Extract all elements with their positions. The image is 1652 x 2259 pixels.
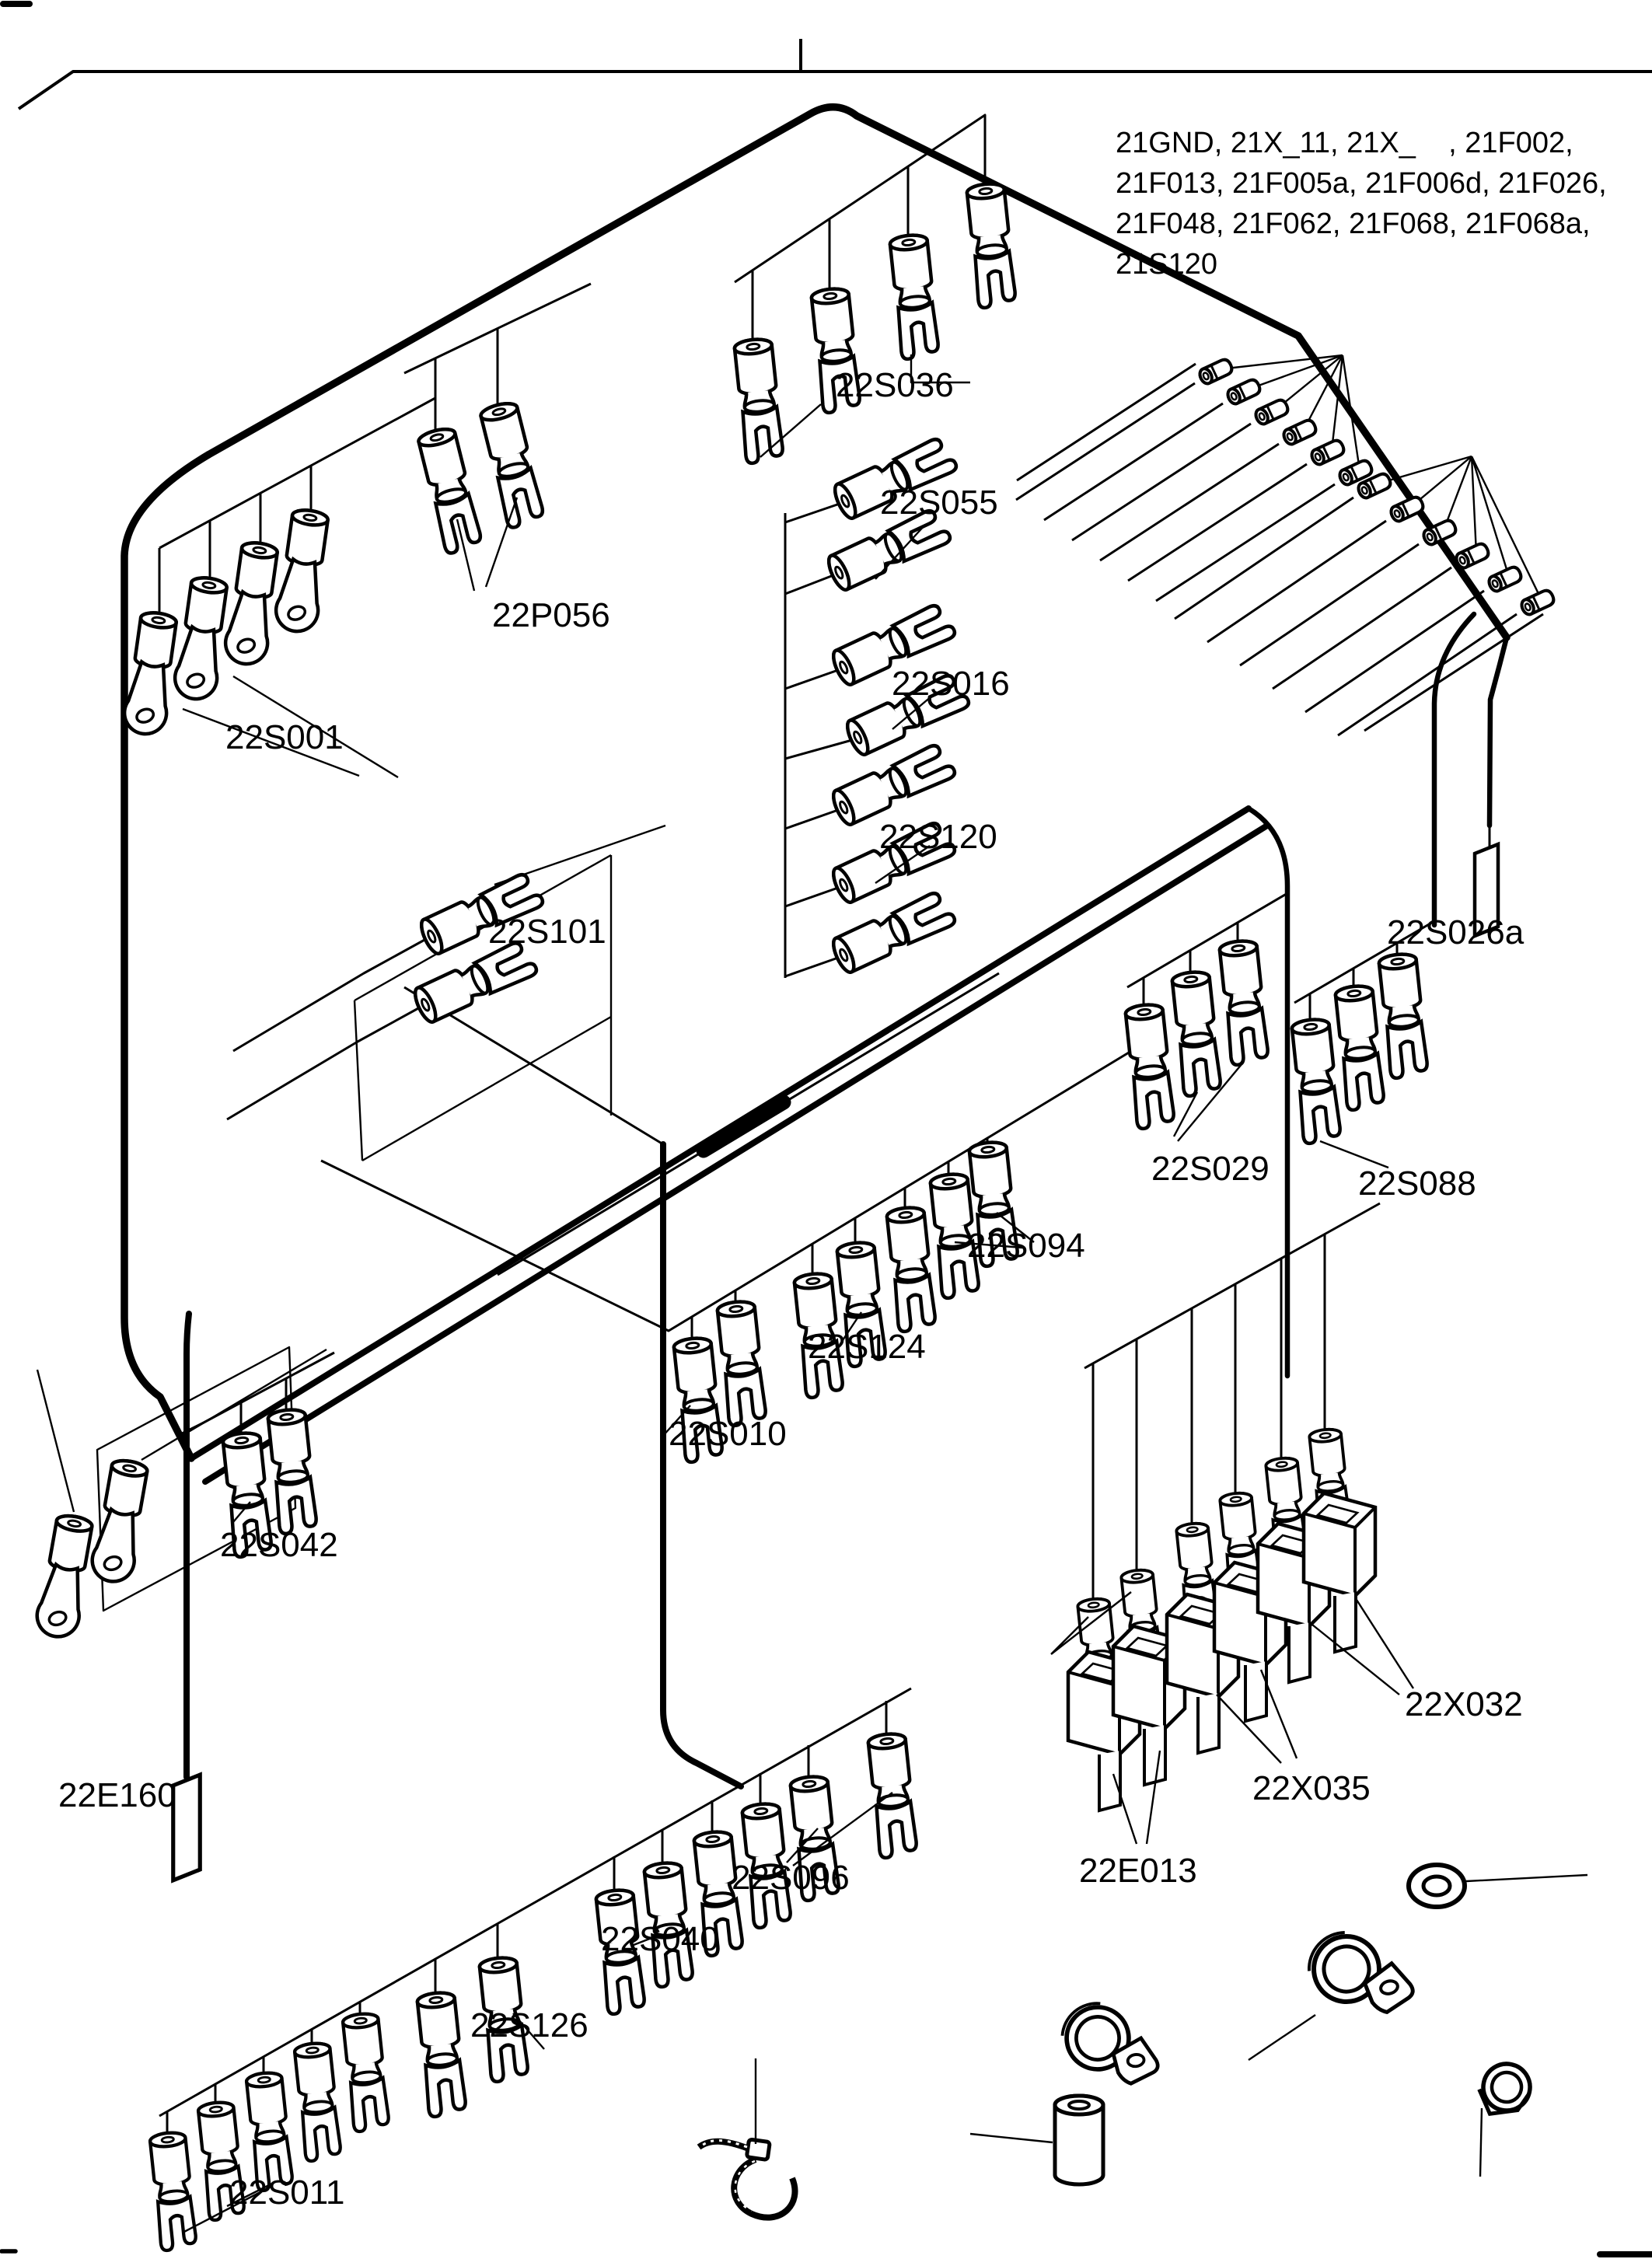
terminal-pin-icon	[1254, 398, 1291, 426]
part-label-22S001: 22S001	[225, 718, 344, 756]
p-clamp-icon	[1301, 1919, 1416, 2029]
terminal-pin-icon	[1226, 378, 1263, 406]
spade-terminal-icon	[829, 742, 956, 827]
pin-fan-right	[1175, 456, 1556, 735]
connector-housing-icon	[1304, 1493, 1375, 1652]
spade-terminal-icon	[734, 337, 784, 463]
part-label-22S036: 22S036	[836, 366, 954, 404]
wire-22S026a	[1490, 637, 1507, 826]
spade-terminal-icon	[886, 1206, 936, 1332]
part-label-22S026a: 22S026a	[1387, 913, 1525, 951]
spade-terminal-icon	[294, 2042, 341, 2162]
wire-22E160	[187, 1314, 189, 1777]
spade-terminal-icon	[868, 1732, 917, 1858]
part-label-22S124: 22S124	[808, 1328, 926, 1366]
part-label-22S011: 22S011	[229, 2173, 345, 2212]
part-label-22X032: 22X032	[1405, 1685, 1523, 1723]
trunk-vertical-center	[663, 1144, 741, 1786]
part-label-22P056: 22P056	[492, 596, 610, 634]
hardware	[699, 1865, 1587, 2218]
terminal-pin-icon	[1389, 495, 1426, 523]
ring-terminal-icon	[122, 610, 180, 736]
ring-terminal-icon	[223, 540, 281, 666]
spade-terminal-icon	[411, 939, 538, 1025]
header-line: 21GND, 21X_11, 21X_ , 21F002,	[1116, 127, 1573, 159]
part-labels	[58, 366, 1525, 2212]
spade-terminal-icon	[966, 182, 1016, 308]
spade-terminal-icon	[267, 1408, 317, 1534]
terminals	[33, 182, 1498, 2250]
spade-terminal-icon	[889, 233, 939, 359]
part-label-22S101: 22S101	[488, 913, 606, 951]
spade-terminal-icon	[1335, 984, 1385, 1110]
blade-terminal-icon	[173, 1775, 201, 1880]
header-codes	[1116, 127, 1607, 281]
trunk-drop-22S088	[1434, 614, 1474, 925]
p-clamp-icon	[1059, 1996, 1160, 2093]
spade-terminal-icon	[1378, 952, 1428, 1078]
spade-terminal-icon	[342, 2013, 389, 2132]
ring-terminal-icon	[274, 508, 332, 634]
pin-fan-left	[1016, 355, 1374, 601]
cable-tie-icon	[699, 2139, 795, 2218]
terminal-pin-icon	[1282, 418, 1318, 446]
ring-terminal-icon	[33, 1513, 96, 1639]
terminal-pin-icon	[1310, 438, 1346, 466]
part-label-22S096: 22S096	[732, 1859, 850, 1897]
header-line: 21F048, 21F062, 21F068, 21F068a,	[1116, 208, 1591, 240]
part-label-22S016: 22S016	[892, 665, 1010, 703]
frame-top-border	[19, 72, 1652, 109]
spade-terminal-icon	[1291, 1018, 1341, 1143]
part-label-22S042: 22S042	[220, 1526, 338, 1564]
spade-terminal-icon	[417, 1991, 466, 2117]
spacer-cylinder-icon	[1055, 2096, 1103, 2184]
part-label-22S010: 22S010	[669, 1415, 787, 1453]
part-label-22S055: 22S055	[880, 484, 998, 522]
part-label-22E160: 22E160	[58, 1776, 176, 1814]
spade-terminal-icon	[1219, 939, 1269, 1065]
part-label-22E013: 22E013	[1079, 1852, 1197, 1890]
part-label-22S094: 22S094	[967, 1227, 1085, 1265]
header-line: 21F013, 21F005a, 21F006d, 21F026,	[1116, 167, 1607, 200]
part-label-22S040: 22S040	[601, 1920, 719, 1958]
part-label-22S029: 22S029	[1151, 1150, 1270, 1188]
terminal-pin-icon	[1198, 358, 1235, 386]
terminal-pin-icon	[1520, 588, 1556, 616]
grommet-icon	[1409, 1865, 1465, 1907]
spade-terminal-icon	[417, 426, 483, 554]
spade-terminal-icon	[1172, 970, 1221, 1096]
header-line: 21S120	[1116, 248, 1218, 281]
small-clamp-icon	[1475, 2059, 1535, 2121]
part-label-22S088: 22S088	[1358, 1164, 1476, 1203]
pin-fans	[1016, 355, 1556, 735]
terminal-pin-icon	[1487, 565, 1524, 593]
part-label-22S126: 22S126	[470, 2006, 589, 2044]
ring-terminal-icon	[173, 575, 231, 701]
spade-terminal-icon	[717, 1300, 767, 1426]
terminal-pin-icon	[1455, 542, 1491, 570]
spade-terminal-icon	[1125, 1003, 1175, 1129]
part-label-22X035: 22X035	[1252, 1769, 1371, 1807]
spade-terminal-icon	[149, 2132, 197, 2251]
part-label-22S120: 22S120	[879, 818, 997, 856]
